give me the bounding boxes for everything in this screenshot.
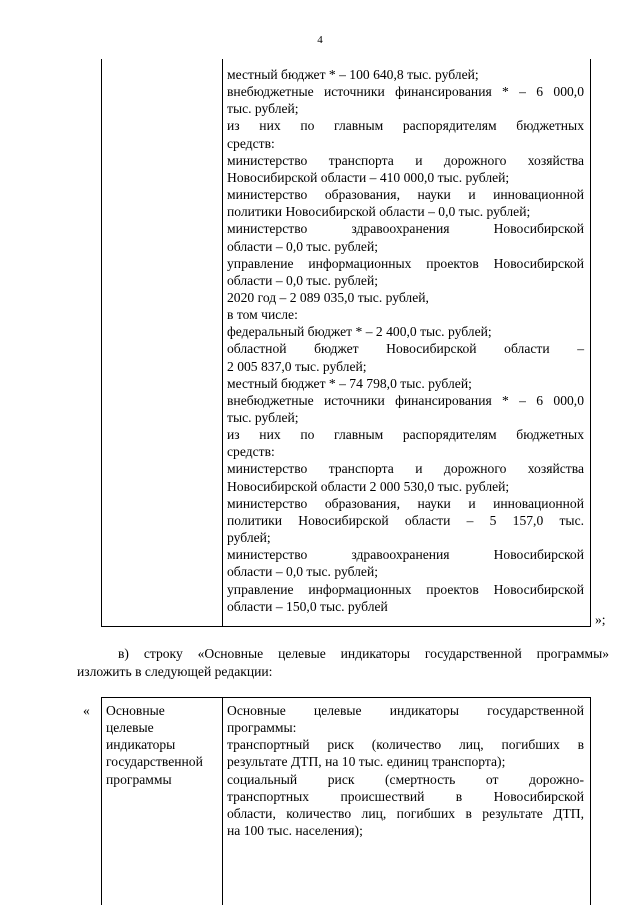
text-line: 2020 год – 2 089 035,0 тыс. рублей, — [227, 289, 429, 305]
text-line: программы — [106, 771, 172, 787]
text-line: рублей; — [227, 530, 271, 546]
text-line: на 100 тыс. населения); — [227, 823, 363, 839]
text-line: области – 0,0 тыс. рублей; — [227, 272, 379, 288]
text-line: тыс. рублей; — [227, 101, 299, 117]
table2-open-quote: « — [83, 703, 90, 718]
page-number: 4 — [317, 34, 323, 46]
text-line: министерство образования, науки и инновационной — [227, 495, 584, 511]
table1-column-divider — [222, 59, 223, 626]
text-line: 2 005 837,0 тыс. рублей; — [227, 358, 367, 374]
text-line: местный бюджет * – 100 640,8 тыс. рублей; — [227, 67, 479, 82]
text-line: транспортный риск (количество лиц, погибших в — [227, 737, 584, 753]
text-line: управление информационных проектов Новосибирской — [227, 255, 584, 271]
text-line: из них по главным распорядителям бюджетных — [227, 427, 584, 443]
text-line: министерство образования, науки и инновационной — [227, 187, 584, 203]
text-line: целевые — [106, 720, 154, 736]
text-line: индикаторы — [106, 737, 176, 753]
text-line: Новосибирской области – 410 000,0 тыс. рублей; — [227, 169, 510, 185]
text-line: средств: — [227, 135, 275, 151]
text-line: федеральный бюджет * – 2 400,0 тыс. рублей; — [227, 324, 492, 340]
text-line: средств: — [227, 444, 275, 460]
text-line: министерство здравоохранения Новосибирской — [227, 221, 584, 237]
table1-left-border — [101, 59, 102, 626]
text-line: тыс. рублей; — [227, 410, 299, 425]
text-line: внебюджетные источники финансирования * – 6 000,0 — [227, 84, 584, 100]
text-line: результате ДТП, на 10 тыс. единиц транспорта); — [227, 754, 506, 770]
text-line: области – 150,0 тыс. рублей — [227, 598, 388, 614]
text-line: министерство транспорта и дорожного хозяйства — [227, 152, 584, 168]
table2-top-border — [101, 697, 591, 698]
paragraph-line-2: изложить в следующей редакции: — [77, 664, 273, 679]
text-line: области – 0,0 тыс. рублей; — [227, 238, 379, 254]
text-line: политики Новосибирской области – 0,0 тыс. рублей; — [227, 204, 531, 220]
text-line: управление информационных проектов Новосибирской — [227, 581, 584, 597]
text-line: министерство транспорта и дорожного хозяйства — [227, 461, 584, 477]
table1-bottom-border — [101, 626, 591, 627]
paragraph-line-1: в) строку «Основные целевые индикаторы государственной программы» — [118, 646, 609, 661]
text-line: Основные целевые индикаторы государственной — [227, 703, 584, 718]
table2-left-border — [101, 697, 102, 905]
table1-closing-quote: »; — [595, 612, 606, 627]
text-line: министерство здравоохранения Новосибирской — [227, 547, 584, 563]
table2-column-divider — [222, 697, 223, 905]
text-line: социальный риск (смертность от дорожно- — [227, 771, 584, 787]
text-line: областной бюджет Новосибирской области – — [227, 341, 584, 357]
text-line: государственной — [106, 754, 203, 770]
text-line: транспортных происшествий в Новосибирской — [227, 788, 584, 804]
text-line: внебюджетные источники финансирования * – 6 000,0 — [227, 392, 584, 408]
table2-right-border — [590, 697, 591, 905]
text-line: Основные — [106, 703, 165, 718]
text-line: местный бюджет * – 74 798,0 тыс. рублей; — [227, 375, 472, 391]
text-line: Новосибирской области 2 000 530,0 тыс. рублей; — [227, 478, 510, 494]
text-line: программы: — [227, 720, 297, 736]
text-line: области – 0,0 тыс. рублей; — [227, 564, 379, 580]
text-line: области, количество лиц, погибших в результате ДТП, — [227, 805, 584, 821]
text-line: из них по главным распорядителям бюджетных — [227, 118, 584, 134]
text-line: в том числе: — [227, 307, 298, 323]
table1-right-border — [590, 59, 591, 626]
text-line: политики Новосибирской области – 5 157,0 тыс. — [227, 512, 584, 528]
